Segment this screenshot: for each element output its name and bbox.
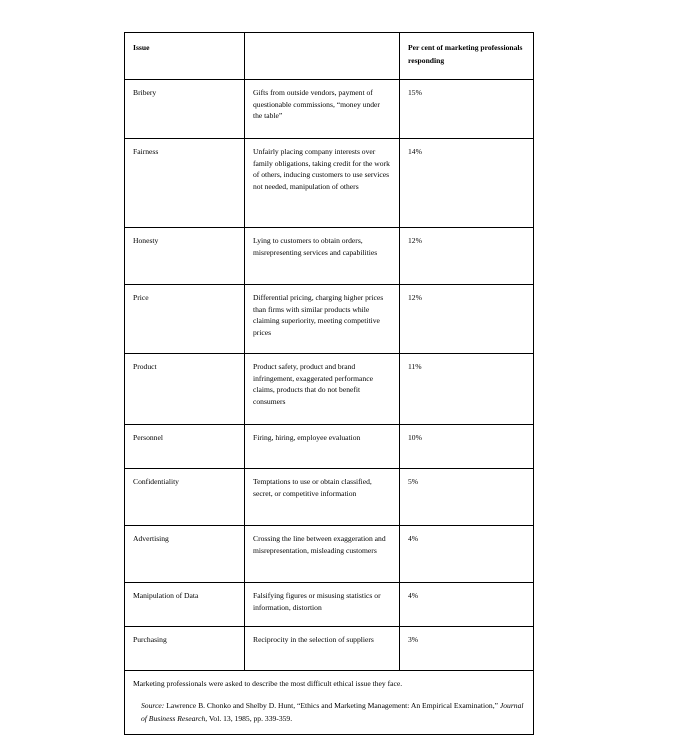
cell-percent: 12% xyxy=(400,284,534,353)
source-journal-title: Journal of Business Research xyxy=(141,700,524,723)
cell-description: Gifts from outside vendors, payment of questionable commissions, “money under the table” xyxy=(245,79,400,138)
cell-description: Differential pricing, charging higher prices than firms with similar products while claiming superiority, meeting competitive prices xyxy=(245,284,400,353)
table-source xyxy=(133,699,525,726)
cell-issue: Advertising xyxy=(125,525,245,582)
cell-description: Unfairly placing company interests over family obligations, taking credit for the work of others, inducing customers to use services not needed, manipulation of others xyxy=(245,138,400,227)
source-label: Source: xyxy=(141,700,165,710)
table-row xyxy=(125,468,534,525)
ethics-table-container xyxy=(124,32,533,735)
table-row xyxy=(125,582,534,626)
cell-description: Temptations to use or obtain classified, secret, or competitive information xyxy=(245,468,400,525)
cell-issue: Fairness xyxy=(125,138,245,227)
cell-description: Product safety, product and brand infringement, exaggerated performance claims, products that do not benefit consumers xyxy=(245,353,400,424)
table-row xyxy=(125,284,534,353)
cell-percent: 5% xyxy=(400,468,534,525)
cell-description: Reciprocity in the selection of suppliers xyxy=(245,626,400,670)
cell-issue: Purchasing xyxy=(125,626,245,670)
table-row xyxy=(125,138,534,227)
cell-percent: 3% xyxy=(400,626,534,670)
table-row xyxy=(125,525,534,582)
cell-percent: 12% xyxy=(400,227,534,284)
table-body xyxy=(125,79,534,734)
cell-percent: 4% xyxy=(400,582,534,626)
cell-percent: 10% xyxy=(400,424,534,468)
cell-issue: Price xyxy=(125,284,245,353)
cell-issue: Product xyxy=(125,353,245,424)
cell-issue: Confidentiality xyxy=(125,468,245,525)
cell-description: Lying to customers to obtain orders, misrepresenting services and capabilities xyxy=(245,227,400,284)
table-header xyxy=(125,33,534,80)
table-row xyxy=(125,79,534,138)
table-row xyxy=(125,353,534,424)
cell-description: Crossing the line between exaggeration and misrepresentation, misleading customers xyxy=(245,525,400,582)
table-row xyxy=(125,424,534,468)
table-footnote: Marketing professionals were asked to describe the most difficult ethical issue they face. xyxy=(133,678,403,688)
table-row xyxy=(125,227,534,284)
cell-percent: 11% xyxy=(400,353,534,424)
ethical-issues-table xyxy=(124,32,534,735)
cell-issue: Manipulation of Data xyxy=(125,582,245,626)
source-text-before: Lawrence B. Chonko and Shelby D. Hunt, “Ethics and Marketing Management: An Empirical Examination,” xyxy=(164,700,500,710)
cell-issue: Honesty xyxy=(125,227,245,284)
cell-percent: 15% xyxy=(400,79,534,138)
column-header-description xyxy=(245,33,400,80)
cell-description: Firing, hiring, employee evaluation xyxy=(245,424,400,468)
table-header-row xyxy=(125,33,534,80)
cell-issue: Personnel xyxy=(125,424,245,468)
source-text-after: , Vol. 13, 1985, pp. 339-359. xyxy=(205,713,293,723)
column-header-percent: Per cent of marketing professionals responding xyxy=(400,33,534,80)
cell-percent: 14% xyxy=(400,138,534,227)
table-row xyxy=(125,626,534,670)
cell-issue: Bribery xyxy=(125,79,245,138)
cell-percent: 4% xyxy=(400,525,534,582)
column-header-issue: Issue xyxy=(125,33,245,80)
cell-description: Falsifying figures or misusing statistics or information, distortion xyxy=(245,582,400,626)
